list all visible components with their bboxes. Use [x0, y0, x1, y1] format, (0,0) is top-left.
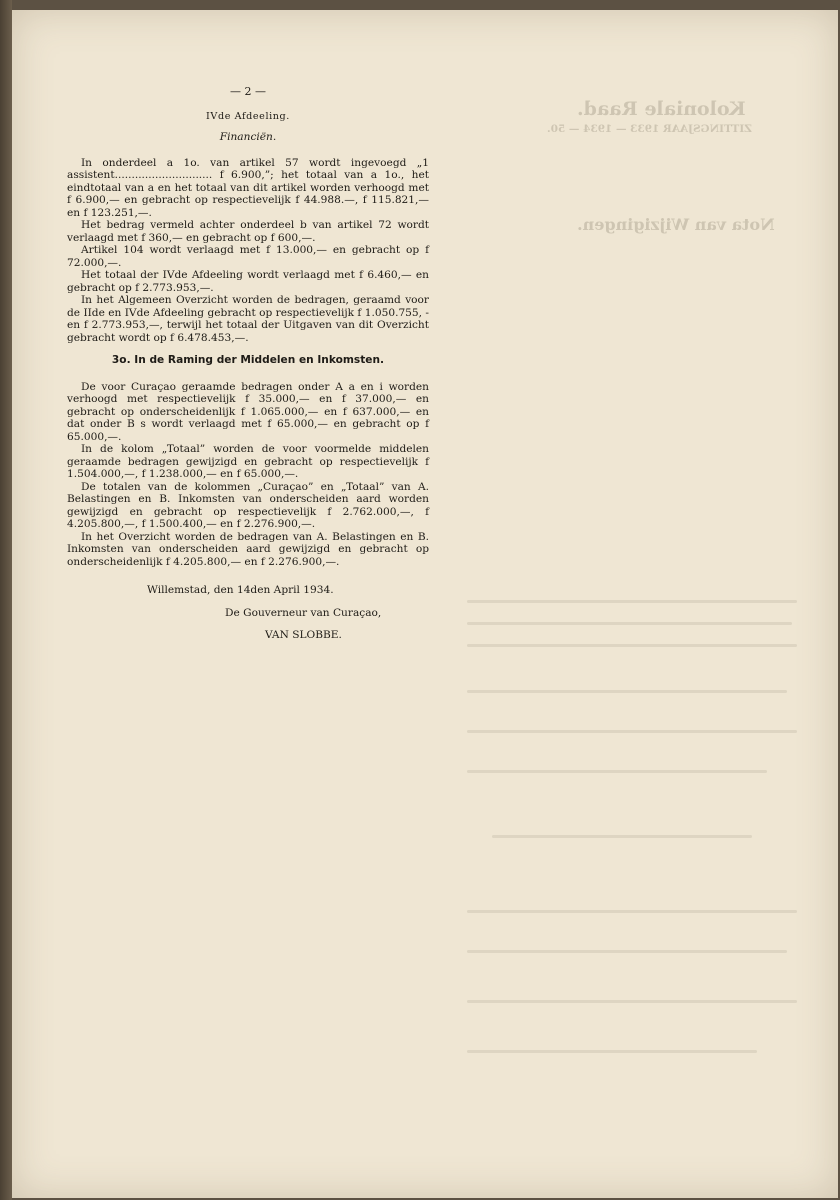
paragraph: Het bedrag vermeld achter onderdeel b van artikel 72 wordt verlaagd met f 360,— en gebracht op f 600,—.: [67, 219, 429, 244]
bleed-through-line: [467, 690, 787, 693]
signature-place-date: Willemstad, den 14den April 1934.: [147, 584, 334, 596]
paragraph: In het Overzicht worden de bedragen van A. Belastingen en B. Inkomsten van onderscheiden aard gewijzigd en gebracht op onderscheidenlijk f 4.205.800,— en f 2.276.900,—.: [67, 530, 429, 568]
signature-name: VAN SLOBBE.: [265, 629, 342, 641]
page-number: — 2 —: [230, 85, 266, 98]
bleed-through-line: [467, 600, 797, 603]
bleed-through-line: [467, 770, 767, 773]
bleed-through-line: [467, 910, 797, 913]
bleed-through-line: [467, 730, 797, 733]
bleed-through-line: [467, 644, 797, 647]
paragraph: In onderdeel a 1o. van artikel 57 wordt ingevoegd „1 assistent............................. f 6.900,”; het totaal van a 1o., het eindtotaal van a en het totaal van dit artikel worden verhoogd met f 6.900,— en gebracht op respectievelijk f 44.988.—, f 115.821,— en f 123.251,—.: [67, 156, 429, 219]
section-subheading: Financiën.: [219, 131, 277, 143]
scan-edge-strip: [0, 0, 12, 1200]
middelen-heading: 3o. In de Raming der Middelen en Inkomsten.: [111, 354, 385, 366]
signature-title: De Gouverneur van Curaçao,: [225, 606, 382, 619]
bleed-through-line: [467, 950, 787, 953]
paragraph: De voor Curaçao geraamde bedragen onder A a en i worden verhoogd met respectievelijk f 35.000,— en f 37.000,— en gebracht op onderscheidenlijk f 1.065.000,— en f 637.000,— en dat onder B s wordt verlaagd met f 65.000,— en gebracht op f 65.000,—.: [67, 380, 429, 443]
bleed-through-line: [492, 835, 752, 838]
paragraph: De totalen van de kolommen „Curaçao” en „Totaal” van A. Belastingen en B. Inkomsten van onderscheiden aard worden gewijzigd en gebracht op respectievelijk f 2.762.000,—, f 4.205.800,—, f 1.500.400,— en f 2.276.900,—.: [67, 480, 429, 530]
bleed-through-session: ZITTINGSJAAR 1933 — 1934 — 50.: [547, 123, 752, 135]
text-column: [67, 86, 429, 642]
paragraph: In het Algemeen Overzicht worden de bedragen, geraamd voor de IIde en IVde Afdeeling gebracht op respectievelijk f 1.050.755, - en f 2.773.953,—, terwijl het totaal der Uitgaven van dit Overzicht gebracht wordt op f 6.478.453,—.: [67, 294, 429, 344]
bleed-through-line: [467, 1050, 757, 1053]
section-heading: IVde Afdeeling.: [206, 110, 290, 122]
paragraph: Het totaal der IVde Afdeeling wordt verlaagd met f 6.460,— en gebracht op f 2.773.953,—.: [67, 269, 429, 294]
bleed-through-header-title: Koloniale Raad.: [577, 98, 746, 120]
paragraph: In de kolom „Totaal” worden de voor voormelde middelen geraamde bedragen gewijzigd en gebracht op respectievelijk f 1.504.000,—, f 1.238.000,— en f 65.000,—.: [67, 443, 429, 480]
bleed-through-line: [467, 622, 792, 625]
bleed-through-line: [467, 1000, 797, 1003]
paragraph: Artikel 104 wordt verlaagd met f 13.000,— en gebracht op f 72.000,—.: [67, 244, 429, 269]
bleed-through-nota-title: Nota van Wijzigingen.: [577, 215, 775, 234]
